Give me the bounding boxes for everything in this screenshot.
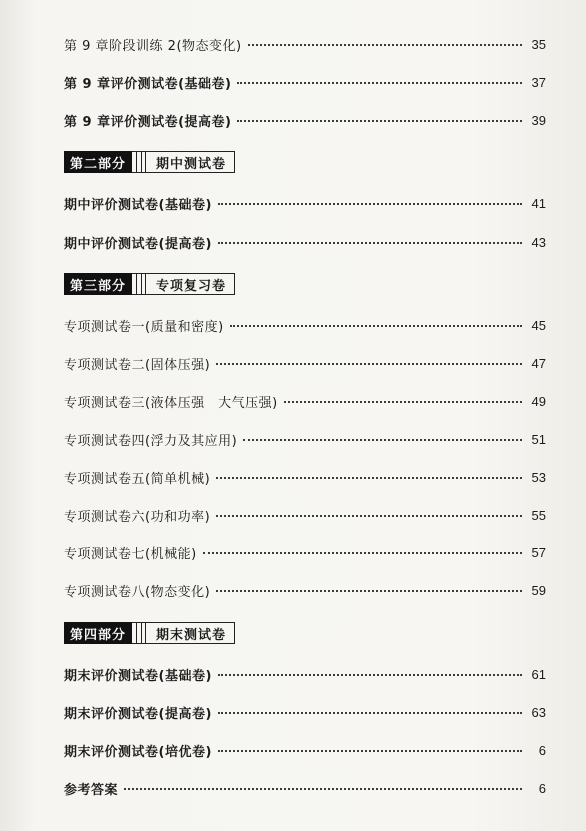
toc-entry-page: 55 bbox=[531, 507, 546, 523]
section-header-part3 bbox=[64, 273, 235, 295]
toc-entry-title: 专项测试卷七(机械能) bbox=[64, 546, 197, 562]
toc-entry-title: 期末评价测试卷(提高卷) bbox=[64, 706, 212, 722]
section-name: 期中测试卷 bbox=[150, 151, 235, 173]
toc-entry-page: 53 bbox=[531, 469, 546, 485]
toc-leader-dots bbox=[124, 788, 522, 790]
toc-entry-page: 63 bbox=[531, 704, 546, 720]
toc-entry[interactable] bbox=[64, 313, 546, 337]
toc-entry[interactable] bbox=[64, 465, 546, 489]
toc-entry[interactable] bbox=[64, 108, 546, 132]
toc-leader-dots bbox=[216, 477, 522, 479]
toc-leader-dots bbox=[203, 552, 522, 554]
section-tag: 第三部分 bbox=[64, 273, 132, 295]
toc-entry-page: 47 bbox=[531, 355, 546, 371]
toc-entry-page: 6 bbox=[538, 780, 546, 796]
toc-entry-title: 期中评价测试卷(提高卷) bbox=[64, 236, 212, 252]
toc-entry-page: 6 bbox=[538, 742, 546, 758]
toc-entry-page: 41 bbox=[531, 195, 546, 211]
toc-leader-dots bbox=[216, 363, 522, 365]
toc-entry-title: 期末评价测试卷(培优卷) bbox=[64, 744, 212, 760]
toc-entry[interactable] bbox=[64, 662, 546, 686]
toc-leader-dots bbox=[216, 590, 522, 592]
section-bars bbox=[132, 273, 150, 295]
toc-leader-dots bbox=[218, 242, 522, 244]
section-bars bbox=[132, 622, 150, 644]
toc-leader-dots bbox=[218, 203, 522, 205]
toc-entry-title: 期中评价测试卷(基础卷) bbox=[64, 197, 212, 213]
toc-leader-dots bbox=[218, 750, 522, 752]
toc-leader-dots bbox=[218, 712, 522, 714]
section-header-part2 bbox=[64, 151, 235, 173]
toc-entry-title: 第 9 章评价测试卷(基础卷) bbox=[64, 76, 232, 92]
toc-entry[interactable] bbox=[64, 578, 546, 602]
toc-entry-title: 专项测试卷六(功和功率) bbox=[64, 509, 211, 525]
toc-entry-title: 第 9 章评价测试卷(提高卷) bbox=[64, 114, 232, 130]
section-header-part4 bbox=[64, 622, 235, 644]
toc-entry-title: 专项测试卷三(液体压强 大气压强) bbox=[64, 395, 278, 411]
toc-entry-title: 参考答案 bbox=[64, 782, 119, 798]
toc-entry[interactable] bbox=[64, 70, 546, 94]
toc-leader-dots bbox=[243, 439, 522, 441]
section-bars bbox=[132, 151, 150, 173]
toc-leader-dots bbox=[248, 44, 522, 46]
toc-entry[interactable] bbox=[64, 32, 546, 56]
toc-entry-page: 45 bbox=[531, 317, 546, 333]
toc-leader-dots bbox=[230, 325, 522, 327]
section-tag: 第二部分 bbox=[64, 151, 132, 173]
toc-entry[interactable] bbox=[64, 503, 546, 527]
toc-leader-dots bbox=[237, 82, 522, 84]
toc-entry[interactable] bbox=[64, 540, 546, 564]
toc-entry-page: 51 bbox=[531, 431, 546, 447]
toc-entry-title: 专项测试卷四(浮力及其应用) bbox=[64, 433, 238, 449]
toc-entry-page: 61 bbox=[531, 666, 546, 682]
toc-entry[interactable] bbox=[64, 738, 546, 762]
toc-entry[interactable] bbox=[64, 389, 546, 413]
toc-entry[interactable] bbox=[64, 230, 546, 254]
toc-entry[interactable] bbox=[64, 700, 546, 724]
toc-entry-title: 期末评价测试卷(基础卷) bbox=[64, 668, 212, 684]
toc-entry[interactable] bbox=[64, 427, 546, 451]
toc-entry-title: 专项测试卷八(物态变化) bbox=[64, 584, 211, 600]
toc-leader-dots bbox=[216, 515, 522, 517]
toc-entry-title: 专项测试卷二(固体压强) bbox=[64, 357, 211, 373]
toc-entry-title: 专项测试卷五(简单机械) bbox=[64, 471, 211, 487]
toc-entry-page: 35 bbox=[531, 36, 546, 52]
toc-entry-page: 43 bbox=[531, 234, 546, 250]
toc-entry[interactable] bbox=[64, 351, 546, 375]
section-name: 专项复习卷 bbox=[150, 273, 235, 295]
toc-entry-page: 37 bbox=[531, 74, 546, 90]
toc-entry-title: 第 9 章阶段训练 2(物态变化) bbox=[64, 38, 242, 54]
toc-entry-page: 49 bbox=[531, 393, 546, 409]
toc-entry[interactable] bbox=[64, 191, 546, 215]
toc-leader-dots bbox=[218, 674, 522, 676]
toc-leader-dots bbox=[284, 401, 522, 403]
toc-entry-page: 39 bbox=[531, 112, 546, 128]
toc-leader-dots bbox=[237, 120, 522, 122]
toc-entry-page: 59 bbox=[531, 582, 546, 598]
toc-entry-title: 专项测试卷一(质量和密度) bbox=[64, 319, 224, 335]
toc-entry-answers[interactable] bbox=[64, 776, 546, 800]
section-tag: 第四部分 bbox=[64, 622, 132, 644]
section-name: 期末测试卷 bbox=[150, 622, 235, 644]
toc-entry-page: 57 bbox=[531, 544, 546, 560]
